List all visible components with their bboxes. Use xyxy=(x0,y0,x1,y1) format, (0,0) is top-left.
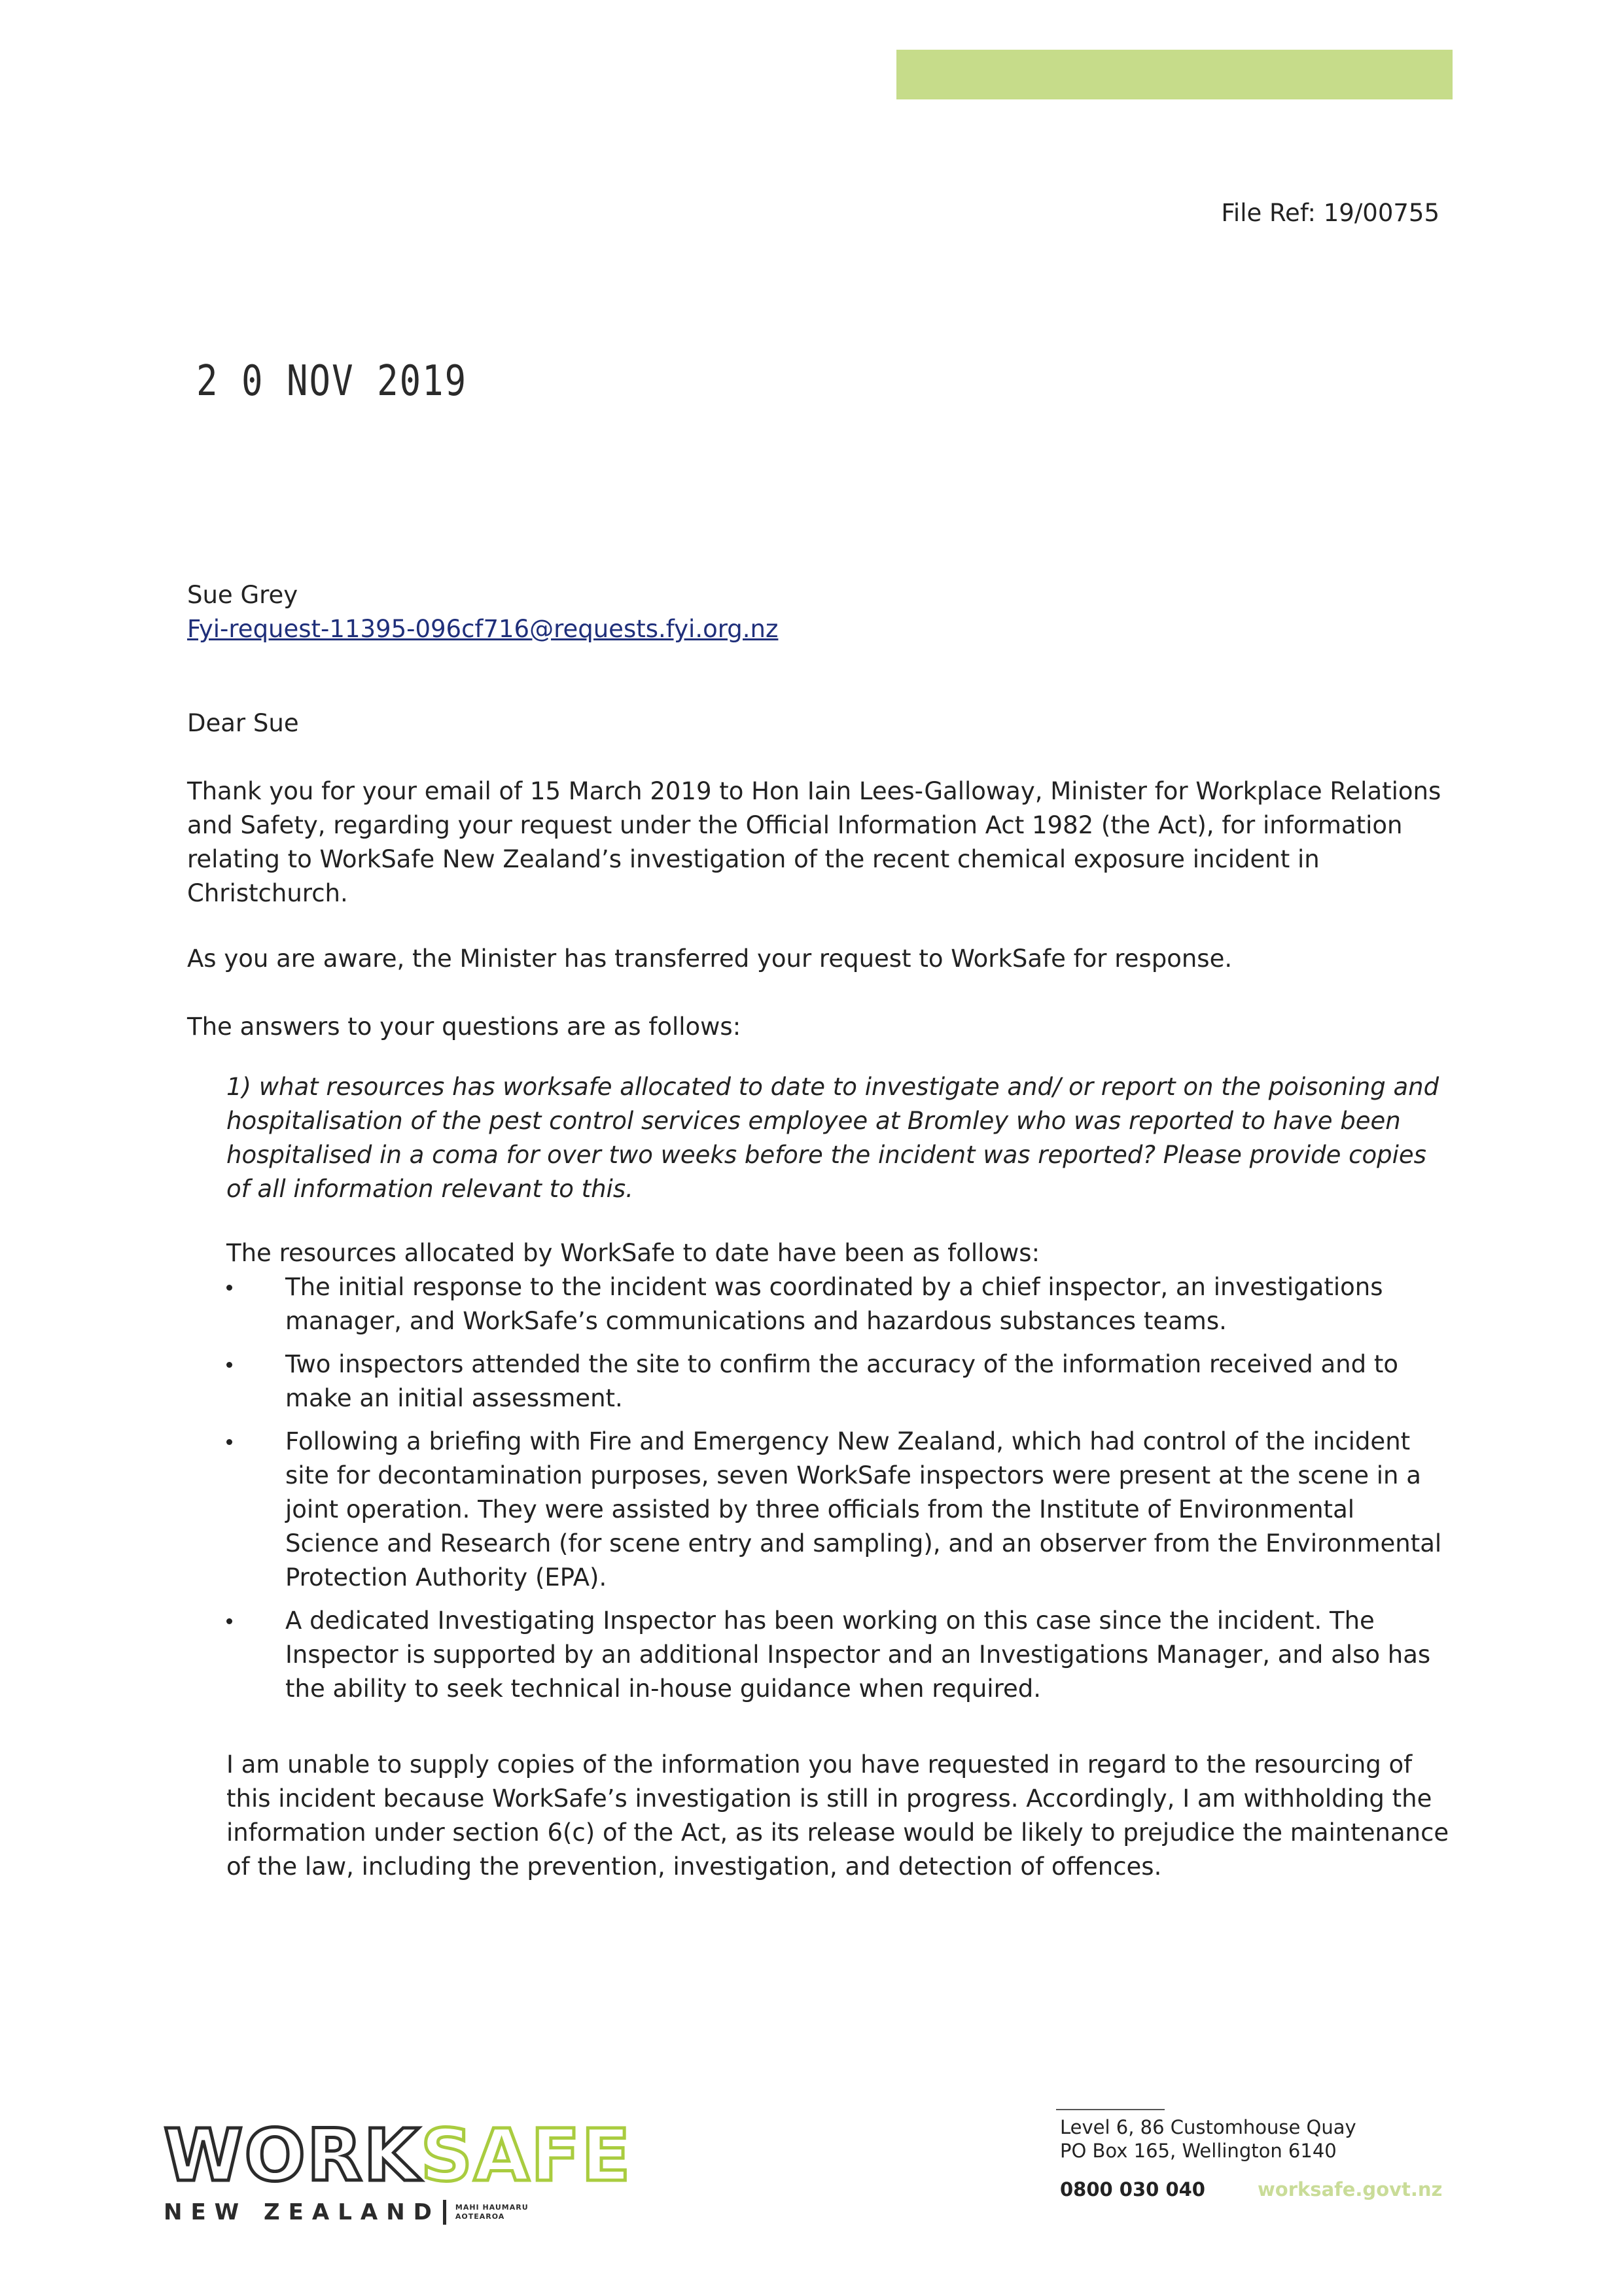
footer-website-link[interactable]: worksafe.govt.nz xyxy=(1258,2178,1443,2200)
transfer-paragraph: As you are aware, the Minister has transferred your request to WorkSafe for response. xyxy=(187,945,1233,973)
header-green-bar xyxy=(896,50,1453,99)
resources-intro: The resources allocated by WorkSafe to date have been as follows: xyxy=(226,1239,1040,1267)
bullet-icon xyxy=(226,1439,232,1445)
logo-subtitle: NEW ZEALAND xyxy=(164,2199,440,2225)
recipient-email-link[interactable]: Fyi-request-11395-096cf716@requests.fyi.org.nz xyxy=(187,615,779,643)
list-item xyxy=(226,1604,1450,1706)
list-item-text: Two inspectors attended the site to confirm the accuracy of the information received and to make an initial assessment. xyxy=(285,1350,1398,1412)
withholding-paragraph: I am unable to supply copies of the information you have requested in regard to the resourcing of this incident because WorkSafe’s investigation is still in progress. Accordingly, I am withholding the information under section 6(c) of the Act, as its release would be likely to prejudice the maintenance of the law, including the prevention, investigation, and detection of offences. xyxy=(226,1750,1449,1881)
footer-address-line1: Level 6, 86 Customhouse Quay xyxy=(1060,2116,1356,2138)
salutation: Dear Sue xyxy=(187,709,299,737)
list-item xyxy=(226,1425,1450,1595)
logo-subtitle-row xyxy=(164,2199,589,2225)
logo-wordmark xyxy=(164,2113,632,2197)
footer-address xyxy=(1060,2115,1356,2163)
list-item xyxy=(226,1270,1450,1338)
logo-maori-line1: MAHI HAUMARU xyxy=(455,2203,529,2212)
intro-paragraph: Thank you for your email of 15 March 2019 to Hon Iain Lees-Galloway, Minister for Workplace Relations and Safety, regarding your request under the Official Information Act 1982 (the Act), for information relating to WorkSafe New Zealand’s investigation of the recent chemical exposure incident in Christchurch. xyxy=(187,777,1441,907)
logo-maori-text xyxy=(455,2203,529,2221)
bullet-icon xyxy=(226,1362,232,1368)
recipient-name: Sue Grey xyxy=(187,581,298,609)
resources-bullet-list xyxy=(226,1270,1450,1715)
list-item xyxy=(226,1348,1450,1416)
question-one: 1) what resources has worksafe allocated to date to investigate and/ or report on the poisoning and hospitalisation of the pest control services employee at Bromley who was reported to have been hospitalised in a coma for over two weeks before the incident was reported? Please provide copies of all information relevant to this. xyxy=(226,1073,1439,1203)
date-stamp-text: 2 0 NOV 2019 xyxy=(196,357,468,406)
bullet-icon xyxy=(226,1285,232,1291)
logo-work: WORK xyxy=(164,2113,421,2197)
list-item-text: Following a briefing with Fire and Emergency New Zealand, which had control of the incident site for decontamination purposes, seven WorkSafe inspectors were present at the scene in a joint operation. They were assisted by three officials from the Institute of Environmental Science and Research (for scene entry and sampling), and an observer from the Environmental Protection Authority (EPA). xyxy=(285,1427,1442,1592)
logo-safe: SAFE xyxy=(420,2113,632,2197)
list-item-text: A dedicated Investigating Inspector has been working on this case since the incident. The Inspector is supported by an additional Inspector and an Investigations Manager, and also has the ability to seek technical in-house guidance when required. xyxy=(285,1607,1431,1703)
logo-divider xyxy=(443,2200,446,2225)
bullet-icon xyxy=(226,1618,232,1624)
answers-intro-paragraph: The answers to your questions are as follows: xyxy=(187,1013,741,1041)
worksafe-logo xyxy=(164,2113,632,2225)
date-stamp xyxy=(196,357,467,405)
logo-maori-line2: AOTEAROA xyxy=(455,2212,505,2221)
recipient-block xyxy=(187,578,778,646)
file-reference: File Ref: 19/00755 xyxy=(1221,199,1439,227)
list-item-text: The initial response to the incident was coordinated by a chief inspector, an investigations manager, and WorkSafe’s communications and hazardous substances teams. xyxy=(285,1273,1383,1335)
footer-rule xyxy=(1056,2109,1165,2110)
footer-address-line2: PO Box 165, Wellington 6140 xyxy=(1060,2140,1337,2162)
footer-phone: 0800 030 040 xyxy=(1060,2178,1205,2200)
